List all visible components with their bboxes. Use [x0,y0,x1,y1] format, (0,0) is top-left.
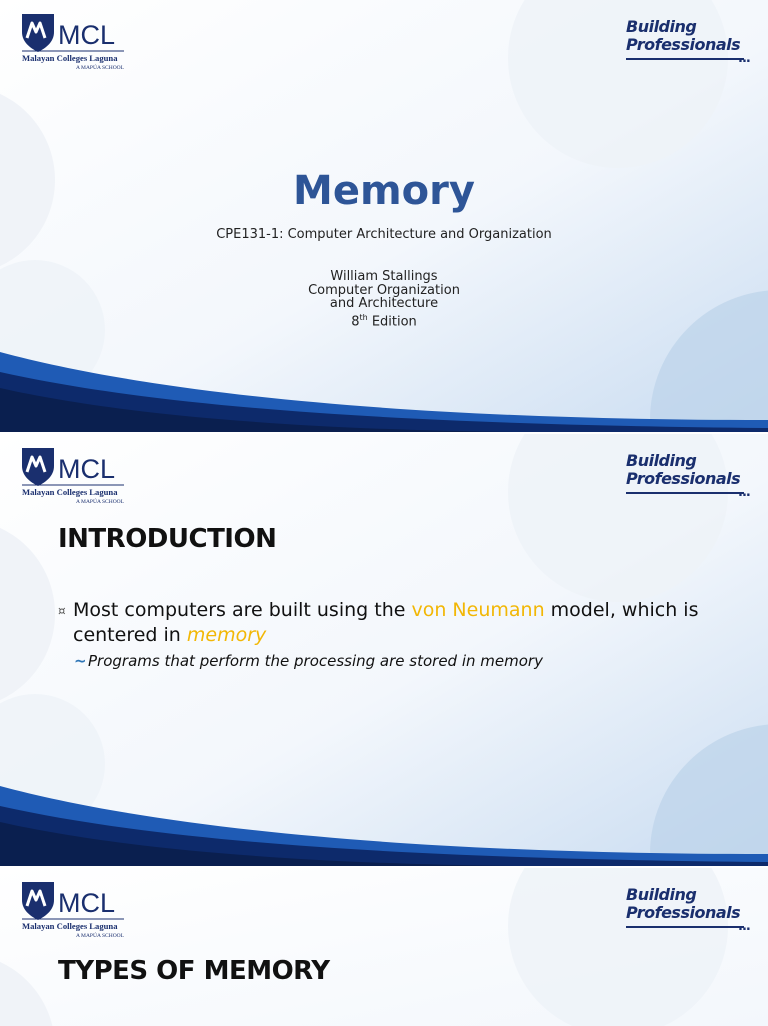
slogan-line1: Building [626,451,697,470]
building-professionals-logo [626,451,752,500]
edition [0,311,768,329]
sub-bullet-icon: ~ [74,652,87,670]
slogan-line2: Professionals [626,903,741,922]
building-professionals-logo [626,17,752,66]
logo-mark: MCL [58,454,116,484]
logo-tag: A MAPÚA SCHOOL [76,499,124,505]
logo-name: Malayan Colleges Laguna [22,53,118,63]
slogan-underline [626,492,744,494]
mcl-logo [20,10,128,72]
slogan-line1: Building [626,885,697,904]
slogan-dots: ... [738,919,750,934]
logo-name: Malayan Colleges Laguna [22,487,118,497]
slide-title [0,0,768,432]
slogan-line2: Professionals [626,35,741,54]
slogan-dots: ... [738,51,750,66]
logo-tag: A MAPÚA SCHOOL [76,933,124,939]
author: William Stallings [330,269,438,284]
sub-bullet-item [58,652,718,670]
logo-name: Malayan Colleges Laguna [22,921,118,931]
logo-tag: A MAPÚA SCHOOL [76,65,124,71]
slogan-dots: ... [738,485,750,500]
book-line1: Computer Organization [308,282,460,298]
slogan-underline [626,926,744,928]
bullet-icon: ¤ [58,604,66,618]
slogan-underline [626,58,744,60]
sub-bullet-text: Programs that perform the processing are stored in memory [88,652,543,670]
bullet-highlight-memory: memory [186,624,267,646]
edition-word: Edition [367,313,417,329]
logo-mark: MCL [58,888,116,918]
slide-types-of-memory [0,868,768,1026]
slogan-line1: Building [626,17,697,36]
slide-credits [0,270,768,328]
slogan-line2: Professionals [626,469,741,488]
slide-heading: TYPES OF MEMORY [58,956,330,986]
edition-suffix: th [359,312,368,322]
bullet-text-part2: model, which is centered in [73,599,699,646]
edition-number: 8 [351,313,360,329]
slide-subtitle: CPE131-1: Computer Architecture and Organization [216,227,552,242]
bullet-highlight-von-neumann: von Neumann [411,599,545,621]
slide-title-text: Memory [293,168,475,214]
bullet-item [58,598,718,648]
bullet-text-part1: Most computers are built using the [73,599,412,621]
book-line2: and Architecture [329,296,439,311]
mcl-logo [20,444,128,506]
building-professionals-logo [626,885,752,934]
slide-introduction [0,434,768,866]
slide-heading: INTRODUCTION [58,524,277,554]
mcl-logo [20,878,128,940]
logo-mark: MCL [58,20,116,50]
bullet-list [58,598,718,670]
